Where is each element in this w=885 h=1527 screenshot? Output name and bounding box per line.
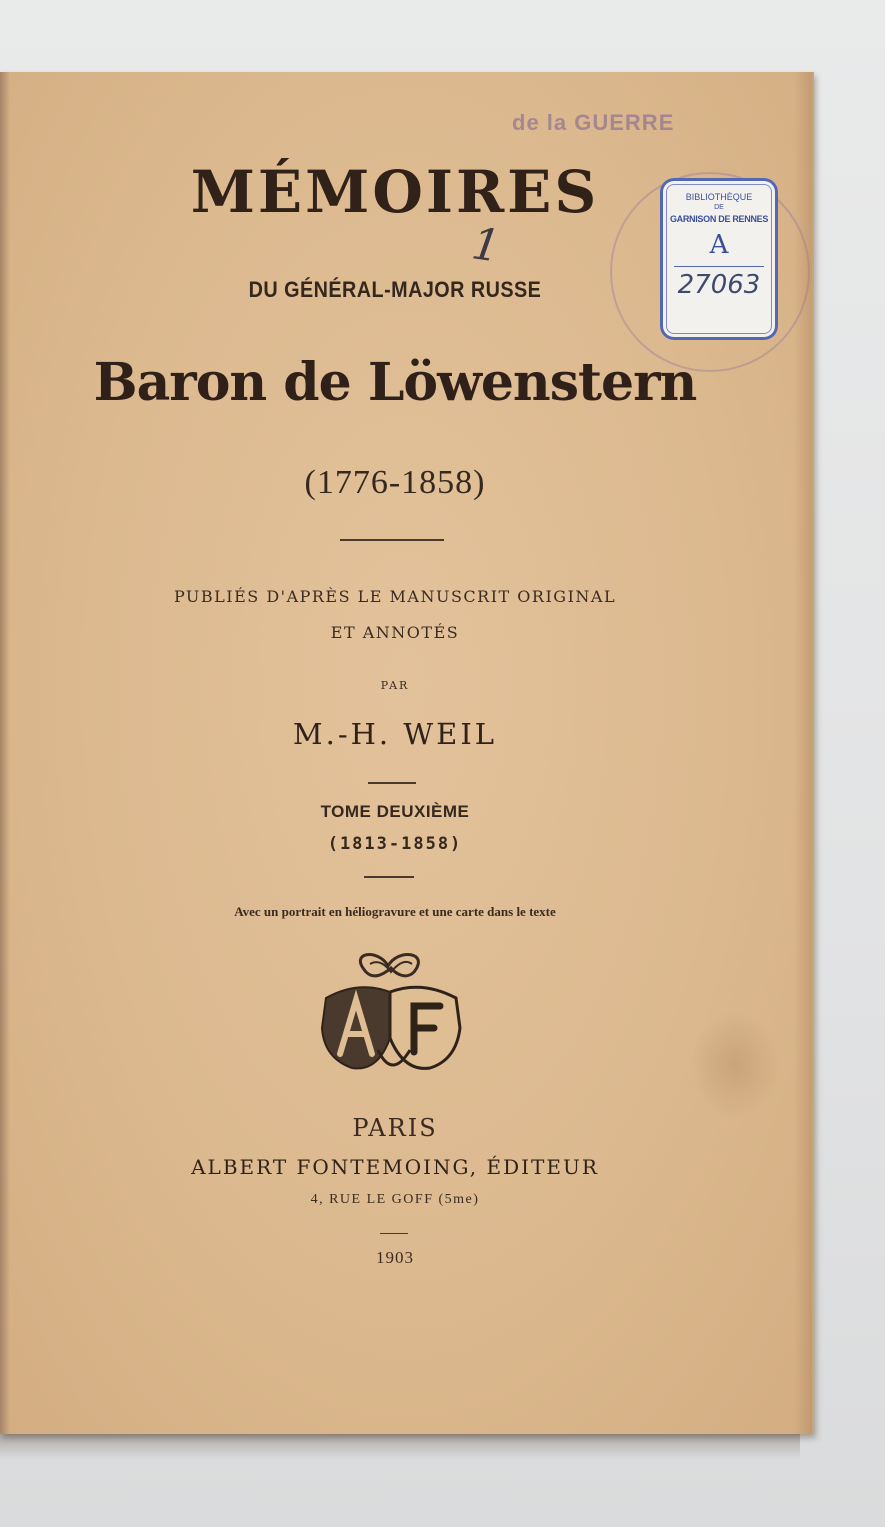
- illustration-note: Avec un portrait en héliogravure et une carte dans le texte: [234, 904, 556, 919]
- tome-label: TOME DEUXIÈME: [320, 802, 470, 821]
- published-note-line1: PUBLIÉS D'APRÈS LE MANUSCRIT ORIGINAL: [173, 587, 617, 606]
- book-title: MÉMOIRES: [190, 158, 600, 226]
- library-label-letter: A: [709, 230, 729, 260]
- published-note-line2: ET ANNOTÉS: [330, 623, 460, 642]
- publication-year: 1903: [376, 1248, 414, 1267]
- divider-rule: [368, 782, 416, 784]
- publisher-name: ALBERT FONTEMOING, ÉDITEUR: [191, 1155, 599, 1179]
- paper-stain: [690, 1010, 780, 1120]
- author-subject-name: Baron de Löwenstern: [93, 352, 697, 413]
- library-label-divider: [674, 266, 764, 267]
- library-label-stamp: [660, 178, 778, 340]
- publisher-address: 4, RUE LE GOFF (5me): [310, 1192, 480, 1207]
- divider-rule: [364, 876, 414, 878]
- library-label-line2: DE: [714, 204, 724, 211]
- divider-rule: [340, 539, 444, 541]
- handwritten-volume-mark: 1: [468, 218, 504, 273]
- publication-city: PARIS: [352, 1114, 438, 1142]
- book-subtitle: DU GÉNÉRAL-MAJOR RUSSE: [248, 277, 542, 302]
- tome-years: (1813-1858): [327, 834, 463, 854]
- library-label-line1: BIBLIOTHÈQUE: [685, 192, 753, 202]
- life-years: (1776-1858): [304, 464, 486, 501]
- library-label-line3: GARNISON DE RENNES: [669, 214, 769, 224]
- library-label-number: 27063: [677, 270, 761, 300]
- faint-ink-stamp: de la GUERRE: [512, 110, 675, 135]
- title-page: [0, 72, 814, 1434]
- par-label: PAR: [380, 679, 410, 692]
- editor-name: M.-H. WEIL: [292, 717, 498, 751]
- af-monogram-shield-icon: [318, 950, 464, 1084]
- page-shadow: [0, 1430, 800, 1460]
- divider-rule: [380, 1233, 408, 1234]
